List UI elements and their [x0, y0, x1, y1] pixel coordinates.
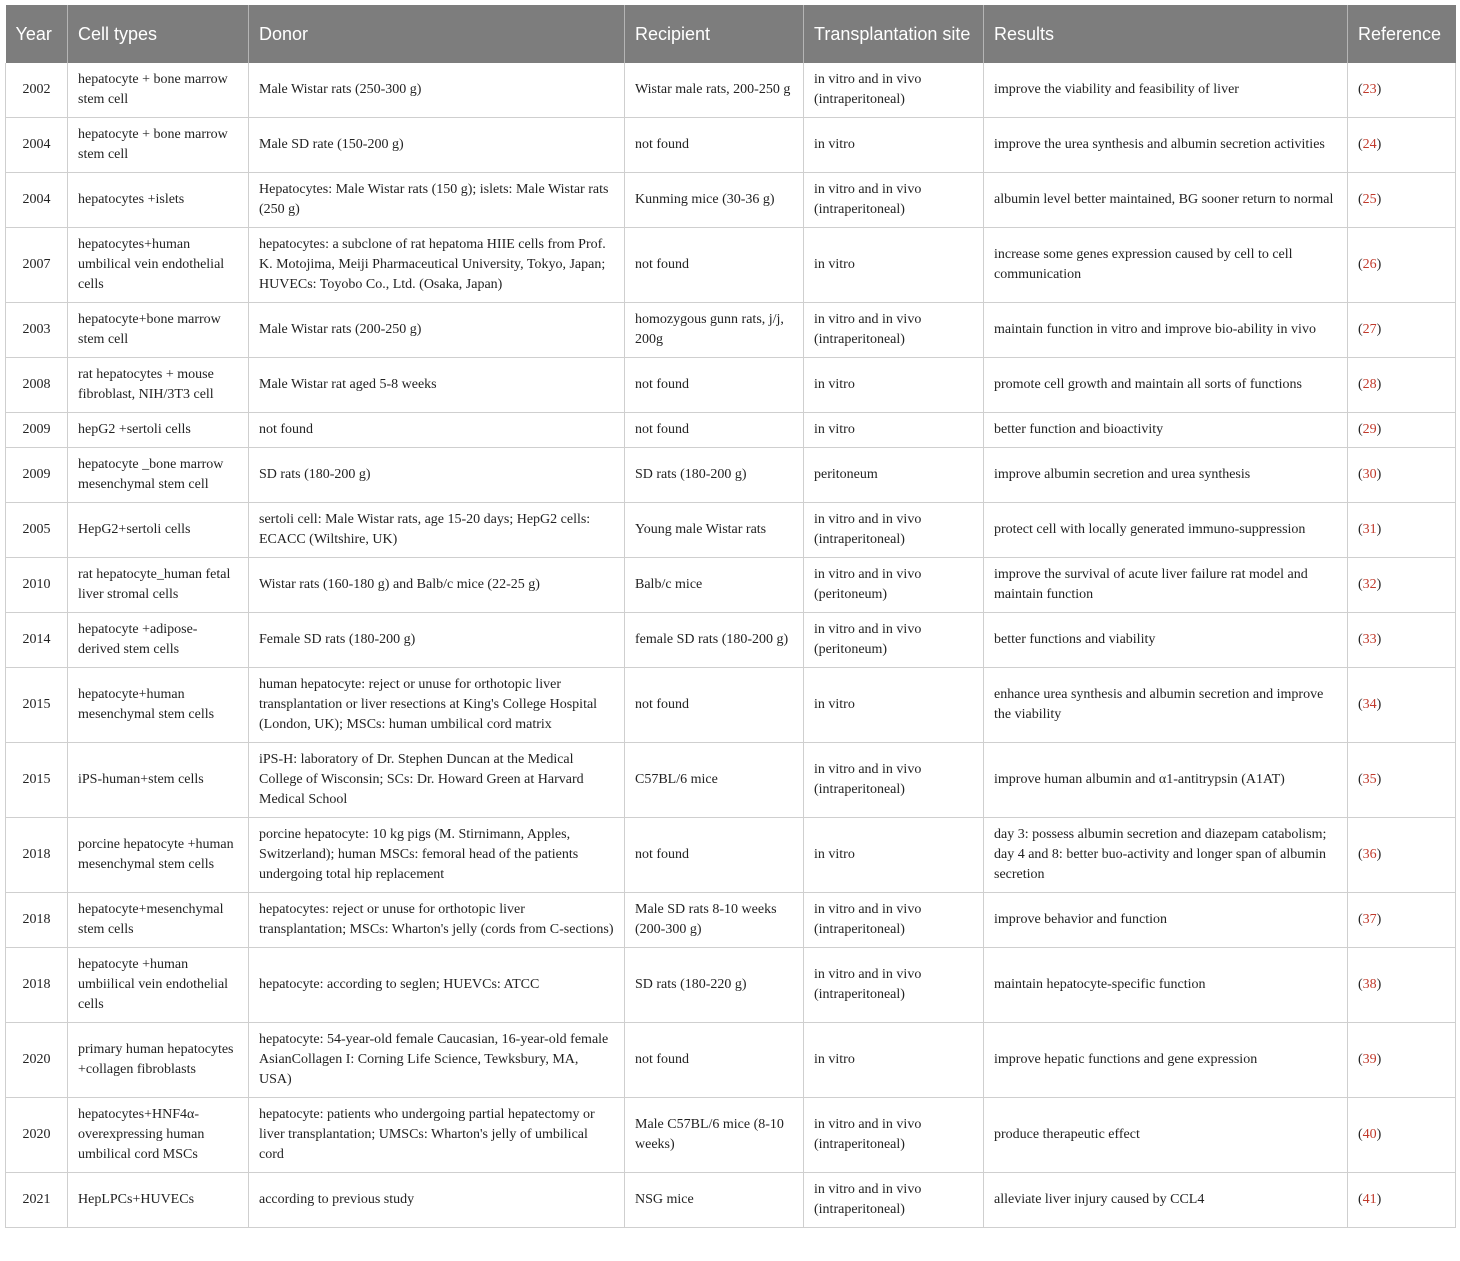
reference-link[interactable]: 24 [1362, 137, 1377, 152]
reference-link[interactable]: 34 [1362, 697, 1377, 712]
cell-cell-types: hepG2 +sertoli cells [68, 413, 249, 448]
table-container [5, 5, 1455, 1228]
cell-transplantation-site: in vitro [804, 118, 984, 173]
cell-donor: hepatocytes: reject or unuse for orthotopic liver transplantation; MSCs: Wharton's jelly (cords from C-sections) [249, 893, 625, 948]
cell-donor: Male SD rate (150-200 g) [249, 118, 625, 173]
cell-donor: Male Wistar rats (250-300 g) [249, 63, 625, 118]
cell-reference: (35) [1348, 743, 1456, 818]
cell-reference: (24) [1348, 118, 1456, 173]
cell-donor: porcine hepatocyte: 10 kg pigs (M. Stirnimann, Apples, Switzerland); human MSCs: femoral head of the patients undergoing total hip replacement [249, 818, 625, 893]
cell-year: 2021 [6, 1173, 68, 1228]
cell-year: 2020 [6, 1098, 68, 1173]
reference-link[interactable]: 33 [1362, 632, 1377, 647]
header-recipient: Recipient [625, 5, 804, 63]
table-row [6, 358, 1456, 413]
cell-reference: (39) [1348, 1023, 1456, 1098]
cell-reference: (38) [1348, 948, 1456, 1023]
cell-reference: (32) [1348, 558, 1456, 613]
cell-transplantation-site: in vitro and in vivo (intraperitoneal) [804, 173, 984, 228]
cell-reference: (25) [1348, 173, 1456, 228]
cell-results: produce therapeutic effect [984, 1098, 1348, 1173]
cell-donor: sertoli cell: Male Wistar rats, age 15-20 days; HepG2 cells: ECACC (Wiltshire, UK) [249, 503, 625, 558]
cell-reference: (27) [1348, 303, 1456, 358]
table-row [6, 743, 1456, 818]
table-body [6, 63, 1456, 1228]
cell-year: 2004 [6, 173, 68, 228]
cell-transplantation-site: peritoneum [804, 448, 984, 503]
cell-recipient: female SD rats (180-200 g) [625, 613, 804, 668]
cell-recipient: not found [625, 818, 804, 893]
cell-cell-types: hepatocyte+human mesenchymal stem cells [68, 668, 249, 743]
cell-transplantation-site: in vitro and in vivo (intraperitoneal) [804, 303, 984, 358]
cell-results: maintain hepatocyte-specific function [984, 948, 1348, 1023]
cell-year: 2015 [6, 743, 68, 818]
cell-recipient: not found [625, 413, 804, 448]
cell-results: increase some genes expression caused by cell to cell communication [984, 228, 1348, 303]
cell-recipient: Male SD rats 8-10 weeks (200-300 g) [625, 893, 804, 948]
cell-results: alleviate liver injury caused by CCL4 [984, 1173, 1348, 1228]
cell-transplantation-site: in vitro and in vivo (peritoneum) [804, 613, 984, 668]
table-row [6, 228, 1456, 303]
cell-donor: Male Wistar rats (200-250 g) [249, 303, 625, 358]
cell-transplantation-site: in vitro and in vivo (intraperitoneal) [804, 893, 984, 948]
cell-transplantation-site: in vitro and in vivo (intraperitoneal) [804, 948, 984, 1023]
table-row [6, 413, 1456, 448]
cell-year: 2003 [6, 303, 68, 358]
cell-reference: (41) [1348, 1173, 1456, 1228]
header-donor: Donor [249, 5, 625, 63]
cell-year: 2007 [6, 228, 68, 303]
cell-results: improve the survival of acute liver failure rat model and maintain function [984, 558, 1348, 613]
table-row [6, 1023, 1456, 1098]
cell-reference: (33) [1348, 613, 1456, 668]
cell-recipient: Balb/c mice [625, 558, 804, 613]
cell-transplantation-site: in vitro [804, 818, 984, 893]
cell-cell-types: hepatocyte+bone marrow stem cell [68, 303, 249, 358]
cell-transplantation-site: in vitro and in vivo (peritoneum) [804, 558, 984, 613]
cell-donor: hepatocyte: patients who undergoing partial hepatectomy or liver transplantation; UMSCs: Wharton's jelly of umbilical cord [249, 1098, 625, 1173]
cell-year: 2015 [6, 668, 68, 743]
cell-recipient: SD rats (180-200 g) [625, 448, 804, 503]
cell-cell-types: porcine hepatocyte +human mesenchymal stem cells [68, 818, 249, 893]
header-year: Year [6, 5, 68, 63]
cell-recipient: homozygous gunn rats, j/j, 200g [625, 303, 804, 358]
table-row [6, 503, 1456, 558]
cell-cell-types: hepatocyte+mesenchymal stem cells [68, 893, 249, 948]
header-reference: Reference [1348, 5, 1456, 63]
cell-donor: not found [249, 413, 625, 448]
cell-cell-types: primary human hepatocytes +collagen fibroblasts [68, 1023, 249, 1098]
cell-results: day 3: possess albumin secretion and diazepam catabolism; day 4 and 8: better buo-activity and longer span of albumin secretion [984, 818, 1348, 893]
cell-year: 2009 [6, 448, 68, 503]
header-row [6, 5, 1456, 63]
cell-donor: Male Wistar rat aged 5-8 weeks [249, 358, 625, 413]
cell-transplantation-site: in vitro and in vivo (intraperitoneal) [804, 63, 984, 118]
cell-reference: (31) [1348, 503, 1456, 558]
table-row [6, 558, 1456, 613]
cell-reference: (28) [1348, 358, 1456, 413]
table-row [6, 173, 1456, 228]
cell-recipient: Male C57BL/6 mice (8-10 weeks) [625, 1098, 804, 1173]
cell-recipient: Young male Wistar rats [625, 503, 804, 558]
cell-recipient: SD rats (180-220 g) [625, 948, 804, 1023]
table-row [6, 1098, 1456, 1173]
cell-donor: SD rats (180-200 g) [249, 448, 625, 503]
data-table [5, 5, 1456, 1228]
cell-cell-types: rat hepatocytes + mouse fibroblast, NIH/3T3 cell [68, 358, 249, 413]
cell-cell-types: hepatocyte +adipose-derived stem cells [68, 613, 249, 668]
cell-cell-types: HepG2+sertoli cells [68, 503, 249, 558]
cell-transplantation-site: in vitro [804, 413, 984, 448]
cell-year: 2008 [6, 358, 68, 413]
cell-results: improve behavior and function [984, 893, 1348, 948]
reference-link[interactable]: 32 [1362, 577, 1377, 592]
cell-transplantation-site: in vitro and in vivo (intraperitoneal) [804, 503, 984, 558]
cell-donor: Female SD rats (180-200 g) [249, 613, 625, 668]
cell-recipient: NSG mice [625, 1173, 804, 1228]
cell-recipient: not found [625, 358, 804, 413]
cell-donor: Wistar rats (160-180 g) and Balb/c mice (22-25 g) [249, 558, 625, 613]
cell-cell-types: hepatocyte + bone marrow stem cell [68, 118, 249, 173]
cell-reference: (34) [1348, 668, 1456, 743]
cell-reference: (40) [1348, 1098, 1456, 1173]
cell-transplantation-site: in vitro [804, 1023, 984, 1098]
reference-link[interactable]: 27 [1362, 322, 1377, 337]
cell-recipient: not found [625, 1023, 804, 1098]
cell-results: improve the viability and feasibility of liver [984, 63, 1348, 118]
cell-year: 2004 [6, 118, 68, 173]
header-results: Results [984, 5, 1348, 63]
cell-year: 2005 [6, 503, 68, 558]
cell-cell-types: hepatocytes+HNF4α-overexpressing human umbilical cord MSCs [68, 1098, 249, 1173]
cell-transplantation-site: in vitro and in vivo (intraperitoneal) [804, 743, 984, 818]
cell-transplantation-site: in vitro and in vivo (intraperitoneal) [804, 1098, 984, 1173]
cell-recipient: C57BL/6 mice [625, 743, 804, 818]
reference-link[interactable]: 38 [1362, 977, 1377, 992]
reference-link[interactable]: 28 [1362, 377, 1377, 392]
cell-recipient: Wistar male rats, 200-250 g [625, 63, 804, 118]
cell-reference: (37) [1348, 893, 1456, 948]
cell-results: better functions and viability [984, 613, 1348, 668]
reference-link[interactable]: 30 [1362, 467, 1377, 482]
table-row [6, 818, 1456, 893]
cell-year: 2018 [6, 893, 68, 948]
table-row [6, 948, 1456, 1023]
reference-link[interactable]: 41 [1362, 1192, 1377, 1207]
cell-year: 2014 [6, 613, 68, 668]
cell-results: protect cell with locally generated immuno-suppression [984, 503, 1348, 558]
table-row [6, 118, 1456, 173]
cell-year: 2018 [6, 948, 68, 1023]
table-row [6, 668, 1456, 743]
cell-year: 2018 [6, 818, 68, 893]
cell-cell-types: hepatocytes +islets [68, 173, 249, 228]
cell-transplantation-site: in vitro [804, 358, 984, 413]
cell-reference: (29) [1348, 413, 1456, 448]
cell-year: 2010 [6, 558, 68, 613]
reference-link[interactable]: 35 [1362, 772, 1377, 787]
cell-cell-types: rat hepatocyte_human fetal liver stromal cells [68, 558, 249, 613]
table-row [6, 448, 1456, 503]
cell-reference: (30) [1348, 448, 1456, 503]
cell-reference: (26) [1348, 228, 1456, 303]
reference-link[interactable]: 29 [1362, 422, 1377, 437]
cell-donor: hepatocyte: 54-year-old female Caucasian, 16-year-old female AsianCollagen I: Corning Life Science, Tewksbury, MA, USA) [249, 1023, 625, 1098]
cell-recipient: not found [625, 118, 804, 173]
reference-link[interactable]: 36 [1362, 847, 1377, 862]
cell-donor: Hepatocytes: Male Wistar rats (150 g); islets: Male Wistar rats (250 g) [249, 173, 625, 228]
reference-link[interactable]: 25 [1362, 192, 1377, 207]
cell-results: promote cell growth and maintain all sorts of functions [984, 358, 1348, 413]
cell-cell-types: iPS-human+stem cells [68, 743, 249, 818]
cell-recipient: not found [625, 668, 804, 743]
cell-transplantation-site: in vitro [804, 668, 984, 743]
cell-donor: according to previous study [249, 1173, 625, 1228]
cell-transplantation-site: in vitro [804, 228, 984, 303]
cell-results: maintain function in vitro and improve bio-ability in vivo [984, 303, 1348, 358]
reference-link[interactable]: 39 [1362, 1052, 1377, 1067]
cell-results: better function and bioactivity [984, 413, 1348, 448]
cell-results: improve albumin secretion and urea synthesis [984, 448, 1348, 503]
cell-transplantation-site: in vitro and in vivo (intraperitoneal) [804, 1173, 984, 1228]
table-row [6, 63, 1456, 118]
cell-year: 2020 [6, 1023, 68, 1098]
table-row [6, 893, 1456, 948]
reference-link[interactable]: 26 [1362, 257, 1377, 272]
cell-donor: iPS-H: laboratory of Dr. Stephen Duncan at the Medical College of Wisconsin; SCs: Dr. Howard Green at Harvard Medical School [249, 743, 625, 818]
cell-recipient: Kunming mice (30-36 g) [625, 173, 804, 228]
cell-results: albumin level better maintained, BG sooner return to normal [984, 173, 1348, 228]
table-row [6, 303, 1456, 358]
cell-cell-types: hepatocyte +human umbiilical vein endothelial cells [68, 948, 249, 1023]
cell-results: improve human albumin and α1-antitrypsin (A1AT) [984, 743, 1348, 818]
cell-results: improve hepatic functions and gene expression [984, 1023, 1348, 1098]
cell-donor: human hepatocyte: reject or unuse for orthotopic liver transplantation or liver resections at King's College Hospital (London, UK); MSCs: human umbilical cord matrix [249, 668, 625, 743]
reference-link[interactable]: 37 [1362, 912, 1377, 927]
reference-link[interactable]: 23 [1362, 82, 1377, 97]
reference-link[interactable]: 31 [1362, 522, 1377, 537]
cell-year: 2009 [6, 413, 68, 448]
cell-results: improve the urea synthesis and albumin secretion activities [984, 118, 1348, 173]
cell-cell-types: hepatocyte + bone marrow stem cell [68, 63, 249, 118]
cell-reference: (36) [1348, 818, 1456, 893]
cell-donor: hepatocyte: according to seglen; HUEVCs: ATCC [249, 948, 625, 1023]
cell-year: 2002 [6, 63, 68, 118]
cell-recipient: not found [625, 228, 804, 303]
cell-reference: (23) [1348, 63, 1456, 118]
table-row [6, 1173, 1456, 1228]
header-transplantation-site: Transplantation site [804, 5, 984, 63]
cell-donor: hepatocytes: a subclone of rat hepatoma HIIE cells from Prof. K. Motojima, Meiji Pharmaceutical University, Tokyo, Japan; HUVECs: Toyobo Co., Ltd. (Osaka, Japan) [249, 228, 625, 303]
header-cell-types: Cell types [68, 5, 249, 63]
cell-cell-types: hepatocyte _bone marrow mesenchymal stem cell [68, 448, 249, 503]
table-row [6, 613, 1456, 668]
cell-cell-types: HepLPCs+HUVECs [68, 1173, 249, 1228]
cell-cell-types: hepatocytes+human umbilical vein endothelial cells [68, 228, 249, 303]
reference-link[interactable]: 40 [1362, 1127, 1377, 1142]
cell-results: enhance urea synthesis and albumin secretion and improve the viability [984, 668, 1348, 743]
